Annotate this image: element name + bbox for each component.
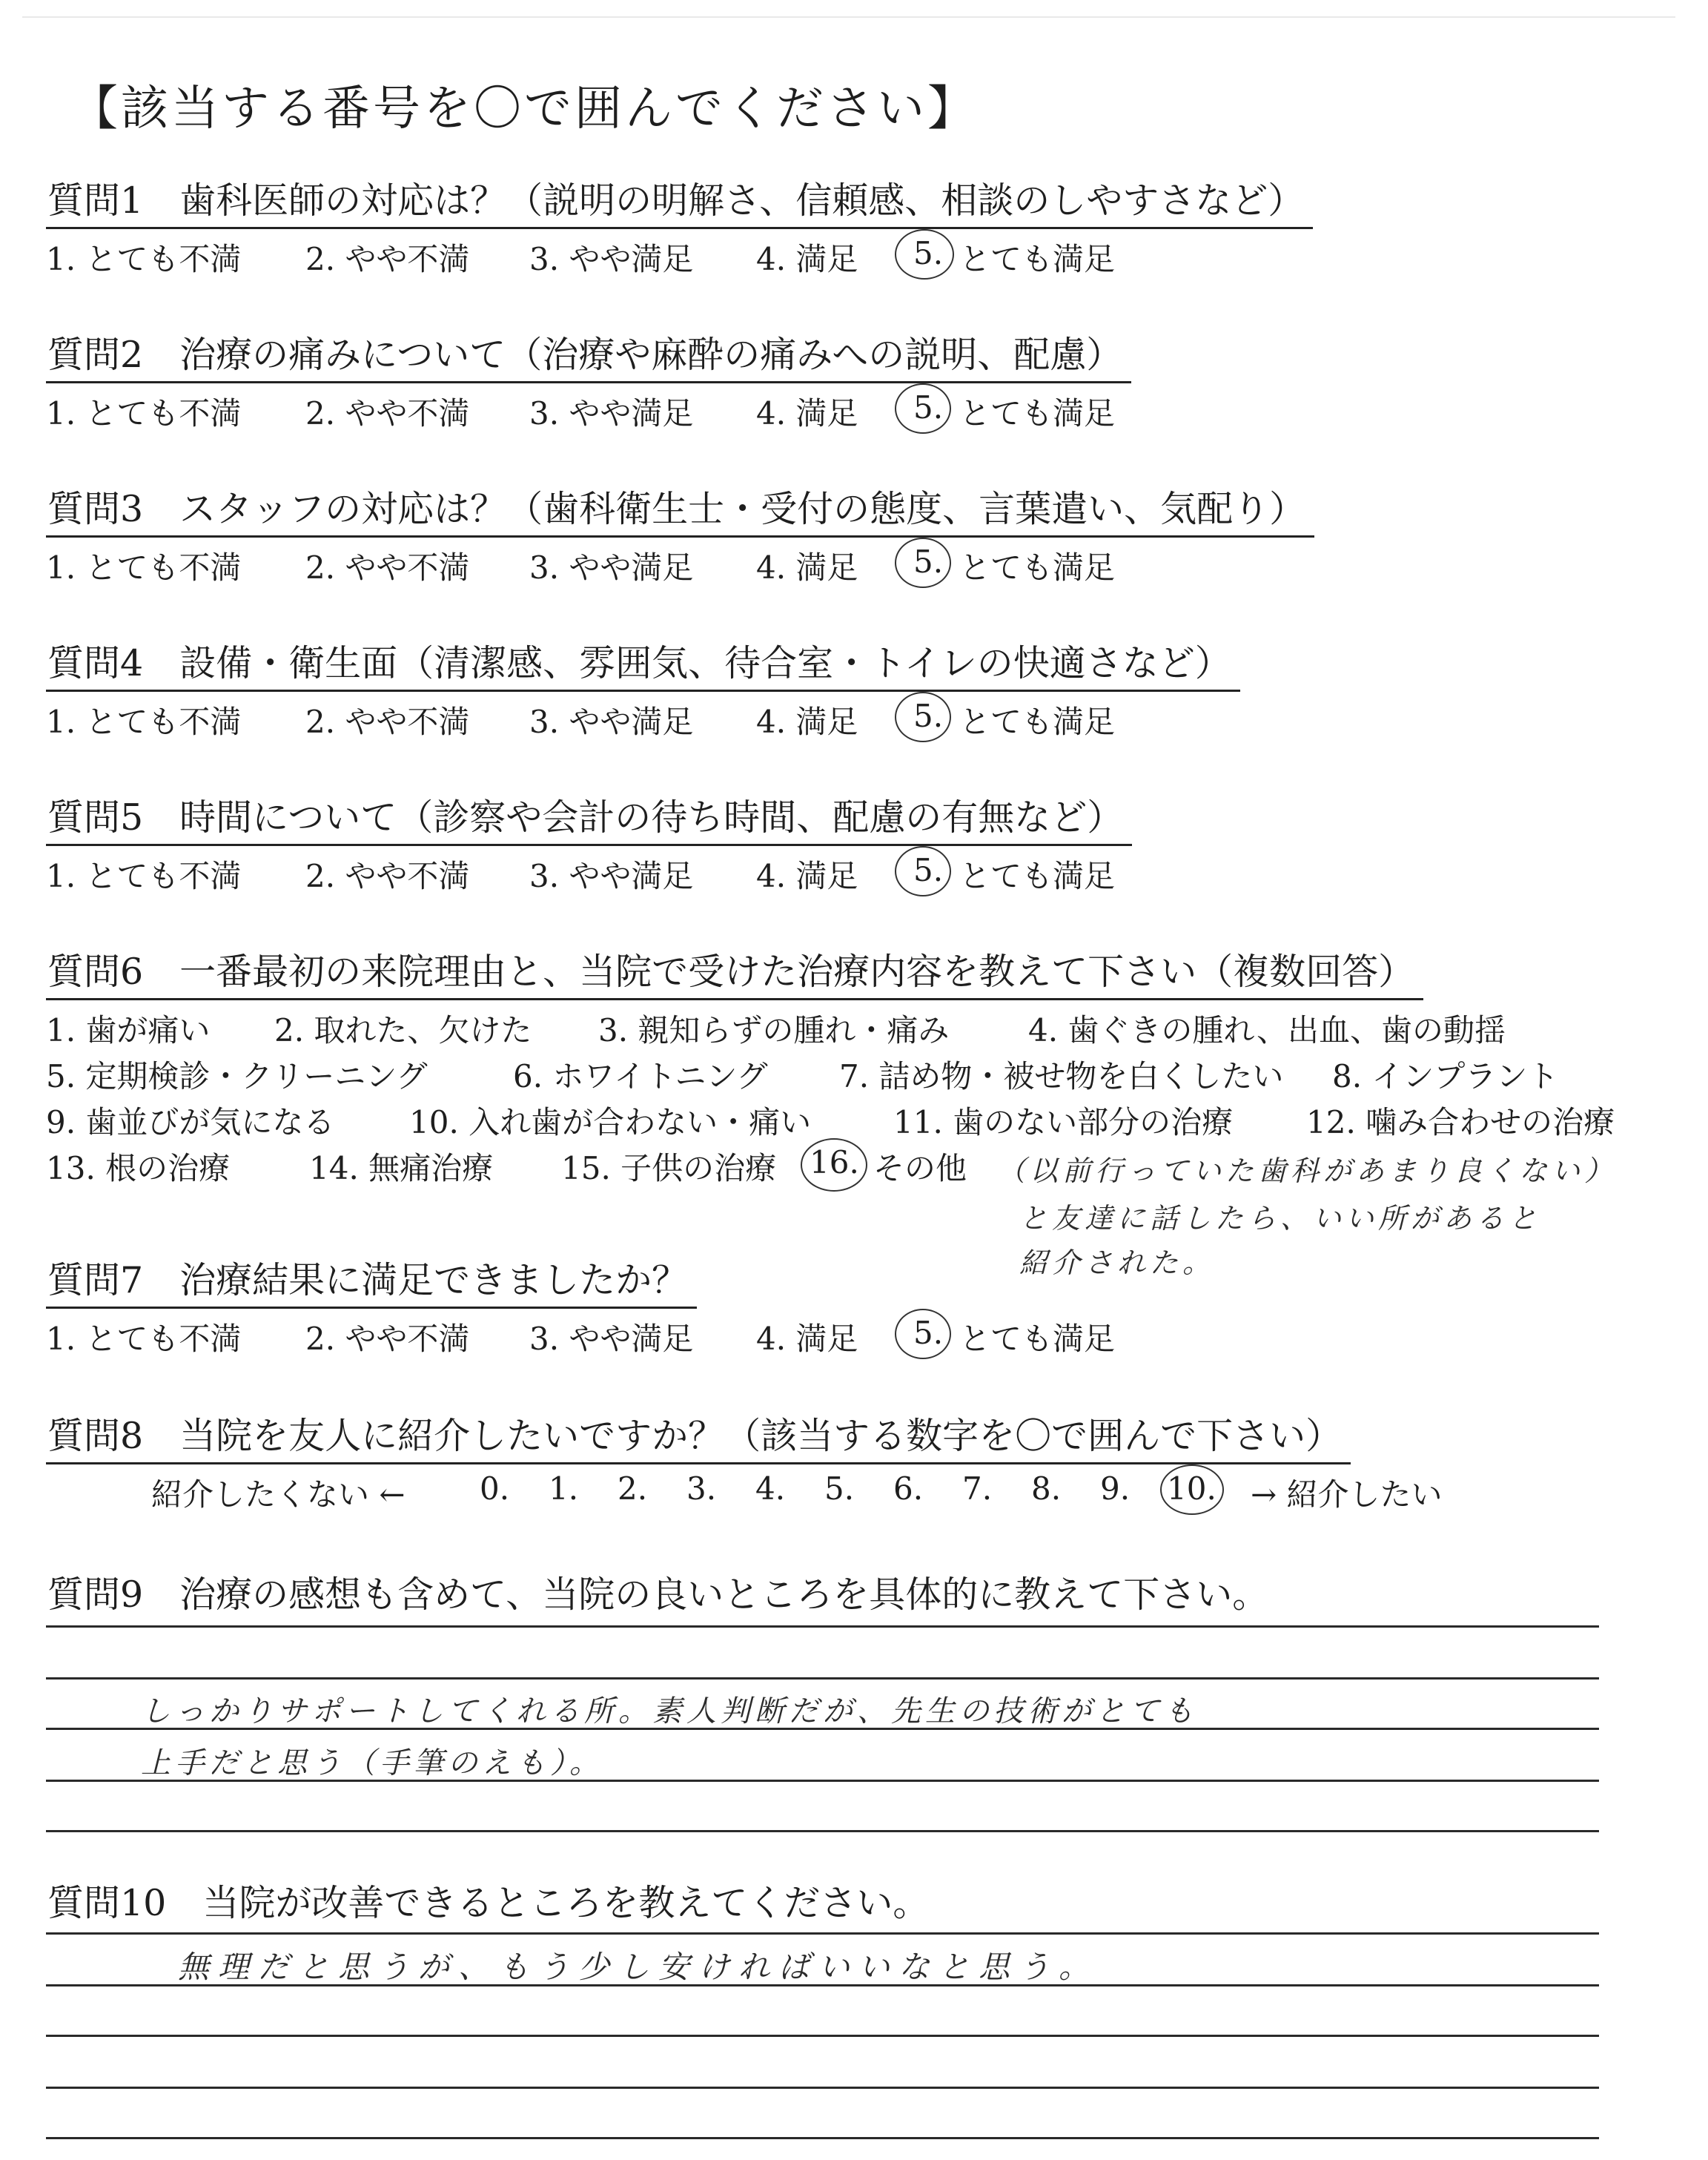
answer-circle-mark [1160, 1464, 1224, 1515]
answer-circle-mark [895, 383, 951, 434]
question-title: 質問7 治療結果に満足できましたか？ [46, 1252, 697, 1309]
question-9 [46, 1566, 1277, 1621]
answer-circle-mark [895, 846, 951, 896]
question-title: 質問9 治療の感想も含めて、当院の良いところを具体的に教えて下さい。 [47, 1573, 1269, 1616]
question-3 [46, 480, 1314, 584]
recommend-scale [46, 1464, 1443, 1513]
other-note-line-1: （以前行っていた歯科があまり良くない） [997, 1155, 1618, 1187]
option-4[interactable]: 4. 満足 [756, 395, 858, 432]
option-10[interactable]: 10. 入れ歯が合わない・痛い [409, 1104, 812, 1140]
option-1[interactable]: 1. 歯が痛い [46, 1012, 211, 1048]
option-5-label[interactable]: とても満足 [959, 704, 1116, 740]
option-4[interactable]: 4. 満足 [756, 858, 858, 894]
option-5-circled[interactable]: 5. [913, 389, 944, 426]
option-1[interactable]: 1. とても不満 [46, 858, 242, 894]
option-2[interactable]: 2. やや不満 [305, 704, 470, 740]
answer-line [46, 1932, 1599, 1935]
question-4 [46, 635, 1240, 738]
option-5-label[interactable]: とても満足 [959, 1321, 1116, 1357]
question-title: 質問2 治療の痛みについて（治療や麻酔の痛みへの説明、配慮） [46, 326, 1131, 383]
reason-options-row-2 [46, 1046, 1559, 1094]
question-title: 質問1 歯科医師の対応は？（説明の明解さ、信頼感、相談のしやすさなど） [46, 172, 1313, 229]
other-note-line-2: と友達に話したら、いい所があると [1019, 1202, 1542, 1235]
answer-line [46, 2087, 1599, 2089]
answer-options [46, 229, 1313, 275]
option-2[interactable]: 2. やや不満 [305, 1321, 470, 1357]
other-note-line-3: 紹介された。 [1019, 1246, 1216, 1279]
option-1[interactable]: 1. とても不満 [46, 704, 242, 740]
option-1[interactable]: 1. とても不満 [46, 241, 242, 277]
scale-2[interactable]: 2. [618, 1470, 648, 1507]
option-5-circled[interactable]: 5. [913, 235, 944, 271]
form-heading: 【該当する番号を〇で囲んでください】 [70, 82, 978, 136]
question-title: 質問3 スタッフの対応は？（歯科衛生士・受付の態度、言葉遣い、気配り） [46, 480, 1314, 538]
option-1[interactable]: 1. とても不満 [46, 1321, 242, 1357]
answer-circle-mark [895, 692, 951, 742]
option-9[interactable]: 9. 歯並びが気になる [46, 1104, 335, 1140]
answer-options [46, 538, 1314, 584]
option-5-label[interactable]: とても満足 [959, 858, 1116, 894]
option-5-circled[interactable]: 5. [913, 698, 944, 734]
option-7[interactable]: 7. 詰め物・被せ物を白くしたい [839, 1058, 1284, 1094]
option-2[interactable]: 2. やや不満 [305, 241, 470, 277]
option-2[interactable]: 2. やや不満 [305, 549, 470, 586]
scale-7[interactable]: 7. [962, 1470, 993, 1507]
option-6[interactable]: 6. ホワイトニング [513, 1058, 768, 1094]
option-3[interactable]: 3. やや満足 [529, 549, 694, 586]
scale-0[interactable]: 0. [480, 1470, 510, 1507]
option-4[interactable]: 4. 満足 [756, 549, 858, 586]
option-2[interactable]: 2. 取れた、欠けた [274, 1012, 532, 1048]
scale-4[interactable]: 4. [755, 1470, 786, 1507]
answer-options [46, 383, 1131, 432]
option-5-label[interactable]: とても満足 [959, 395, 1116, 432]
option-5-label[interactable]: とても満足 [959, 549, 1116, 586]
option-2[interactable]: 2. やや不満 [305, 858, 470, 894]
handwritten-answer-line-2: 上手だと思う（手筆のえも）。 [141, 1746, 603, 1780]
answer-circle-mark [895, 538, 951, 588]
scale-9[interactable]: 9. [1100, 1470, 1131, 1507]
option-4[interactable]: 4. 満足 [756, 1321, 858, 1357]
answer-line [46, 1830, 1599, 1832]
option-3[interactable]: 3. やや満足 [529, 858, 694, 894]
option-15[interactable]: 15. 子供の治療 [561, 1150, 777, 1186]
answer-line [46, 2035, 1599, 2037]
question-7 [46, 1252, 1116, 1357]
handwritten-answer-line-1: しっかりサポートしてくれる所。素人判断だが、先生の技術がとても [141, 1694, 1198, 1728]
scale-1[interactable]: 1. [549, 1470, 579, 1507]
scale-10-circled[interactable]: 10. [1167, 1470, 1217, 1507]
answer-options [46, 1309, 1116, 1357]
option-3[interactable]: 3. やや満足 [529, 1321, 694, 1357]
answer-circle-mark [895, 229, 954, 280]
handwritten-answer-line-1: 無理だと思うが、もう少し安ければいいなと思う。 [178, 1949, 1099, 1985]
option-3[interactable]: 3. 親知らずの腫れ・痛み [598, 1012, 950, 1048]
option-13[interactable]: 13. 根の治療 [46, 1150, 231, 1186]
option-3[interactable]: 3. やや満足 [529, 395, 694, 432]
option-5-circled[interactable]: 5. [913, 544, 944, 580]
scale-5[interactable]: 5. [824, 1470, 855, 1507]
question-2 [46, 326, 1131, 432]
option-4[interactable]: 4. 満足 [756, 241, 858, 277]
option-12[interactable]: 12. 噛み合わせの治療 [1306, 1104, 1615, 1140]
answer-options [46, 692, 1240, 738]
answer-circle-mark [895, 1309, 951, 1359]
option-1[interactable]: 1. とても不満 [46, 395, 242, 432]
option-4[interactable]: 4. 満足 [756, 704, 858, 740]
answer-circle-mark [801, 1138, 867, 1192]
answer-line [46, 1625, 1599, 1628]
scale-8[interactable]: 8. [1031, 1470, 1062, 1507]
question-5 [46, 789, 1132, 892]
scale-3[interactable]: 3. [686, 1470, 717, 1507]
reason-options-row-3 [46, 1092, 1615, 1140]
scale-6[interactable]: 6. [893, 1470, 924, 1507]
option-8[interactable]: 8. インプラント [1332, 1058, 1559, 1094]
answer-line [46, 2137, 1599, 2139]
question-8 [46, 1407, 1443, 1513]
option-5[interactable]: 5. 定期検診・クリーニング [46, 1058, 428, 1094]
question-10 [46, 1875, 938, 1929]
option-14[interactable]: 14. 無痛治療 [309, 1150, 494, 1186]
option-3[interactable]: 3. やや満足 [529, 704, 694, 740]
option-1[interactable]: 1. とても不満 [46, 549, 242, 586]
option-5-circled[interactable]: 5. [913, 1315, 944, 1351]
top-border [22, 16, 1675, 18]
option-3[interactable]: 3. やや満足 [529, 241, 694, 277]
question-title: 質問5 時間について（診察や会計の待ち時間、配慮の有無など） [46, 789, 1132, 846]
question-1 [46, 172, 1313, 275]
answer-options [46, 846, 1132, 892]
option-other-label[interactable]: その他 [873, 1150, 967, 1186]
question-title: 質問8 当院を友人に紹介したいですか？（該当する数字を〇で囲んで下さい） [46, 1407, 1351, 1464]
reason-options-row-1 [46, 1000, 1506, 1048]
option-16-circled[interactable]: 16. [810, 1144, 859, 1180]
question-title: 質問6 一番最初の来院理由と、当院で受けた治療内容を教えて下さい（複数回答） [46, 943, 1423, 1000]
scale-left-label: 紹介したくない ← [151, 1476, 406, 1513]
answer-line [46, 1677, 1599, 1680]
option-11[interactable]: 11. 歯のない部分の治療 [893, 1104, 1234, 1140]
question-title: 質問4 設備・衛生面（清潔感、雰囲気、待合室・トイレの快適さなど） [46, 635, 1240, 692]
option-5-label[interactable]: とても満足 [959, 241, 1116, 277]
option-2[interactable]: 2. やや不満 [305, 395, 470, 432]
question-title: 質問10 当院が改善できるところを教えてください。 [47, 1882, 930, 1924]
option-5-circled[interactable]: 5. [913, 852, 944, 888]
scale-right-label: → 紹介したい [1251, 1476, 1443, 1513]
option-4[interactable]: 4. 歯ぐきの腫れ、出血、歯の動揺 [1028, 1012, 1506, 1048]
